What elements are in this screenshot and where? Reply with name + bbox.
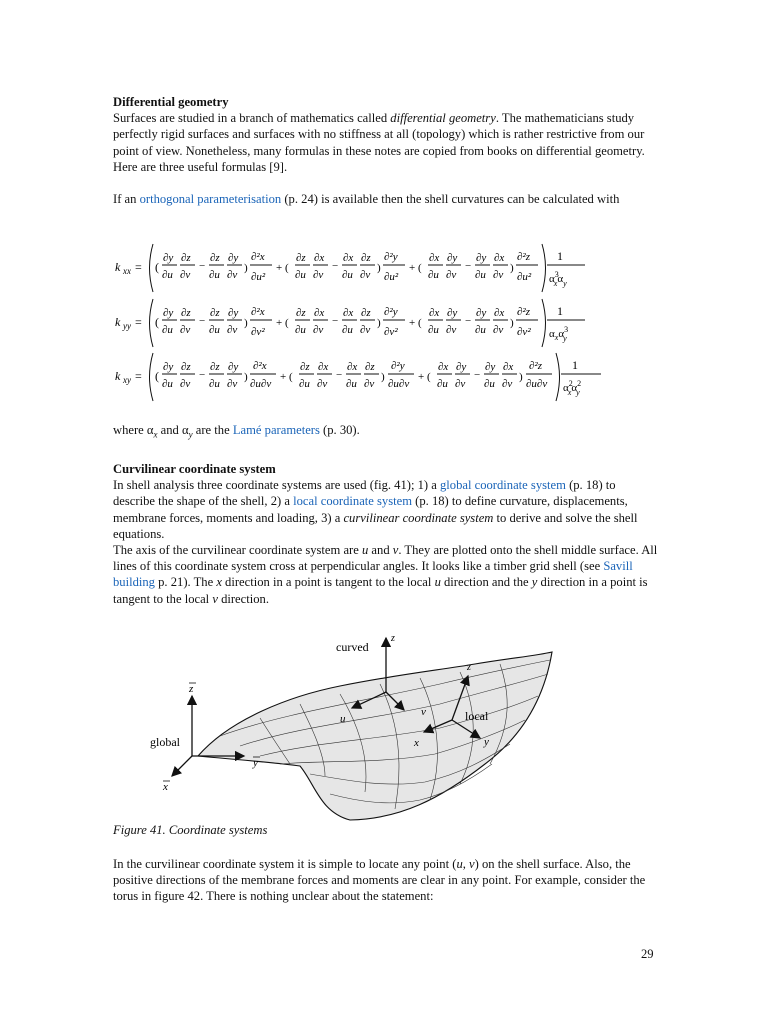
paragraph-differential-geometry	[113, 110, 658, 175]
svg-text:∂x: ∂x	[494, 307, 505, 319]
svg-text:(: (	[155, 315, 159, 329]
label-curved: curved	[336, 640, 369, 654]
svg-text:+ (: + (	[276, 317, 289, 329]
paragraph-coordinate-systems	[113, 477, 658, 542]
svg-text:∂v: ∂v	[313, 324, 324, 336]
svg-text:∂x: ∂x	[343, 307, 354, 319]
svg-text:): )	[377, 262, 381, 274]
svg-text:∂²y: ∂²y	[391, 360, 405, 372]
text-run: (p. 30).	[319, 423, 360, 437]
alpha-x-subscript: x	[153, 429, 158, 440]
svg-text:+ (: + (	[409, 317, 422, 329]
svg-text:∂u∂v: ∂u∂v	[388, 378, 410, 390]
svg-text:∂z: ∂z	[210, 307, 220, 319]
svg-text:∂v: ∂v	[227, 324, 238, 336]
svg-text:∂u: ∂u	[209, 378, 220, 390]
paragraph-locate-point	[113, 856, 658, 905]
equation-kyy	[113, 293, 673, 349]
svg-text:∂x: ∂x	[314, 252, 325, 264]
text-run: (p. 24) is available then the shell curvatures can be calculated with	[281, 192, 620, 207]
text-run: direction and the	[440, 575, 532, 590]
label-u: u	[340, 713, 346, 725]
svg-text:∂x: ∂x	[494, 252, 505, 264]
link-lame-parameters[interactable]: Lamé parameters	[232, 423, 320, 437]
svg-text:∂u: ∂u	[428, 324, 439, 336]
svg-text:): )	[244, 317, 248, 329]
svg-text:(: (	[155, 369, 159, 383]
svg-text:∂u: ∂u	[295, 269, 306, 281]
text-run: and α	[157, 423, 189, 437]
svg-text:∂u: ∂u	[295, 324, 306, 336]
var-v: v	[392, 543, 399, 558]
svg-text:∂x: ∂x	[347, 361, 358, 373]
var-u: u	[361, 543, 369, 558]
text-run: direction in a point is tangent to the local	[221, 575, 435, 590]
svg-text:∂u: ∂u	[342, 269, 353, 281]
svg-text:−: −	[199, 369, 206, 381]
svg-text:∂z: ∂z	[296, 252, 306, 264]
text-run: to derive and solve the shell equations.	[113, 510, 638, 541]
equation-kxy	[113, 347, 673, 407]
svg-text:∂v: ∂v	[313, 269, 324, 281]
svg-text:): )	[510, 262, 514, 274]
svg-text:∂x: ∂x	[314, 307, 325, 319]
label-z-local: z	[467, 662, 471, 673]
text-run: ,	[462, 857, 470, 871]
svg-text:∂z: ∂z	[300, 361, 310, 373]
label-z-global: z	[189, 683, 194, 695]
svg-text:∂y: ∂y	[163, 307, 174, 319]
kyy-symbol: k	[115, 315, 121, 329]
svg-text:∂y: ∂y	[163, 252, 174, 264]
lame-sentence	[113, 422, 658, 443]
svg-text:∂²x: ∂²x	[253, 360, 267, 372]
svg-text:): )	[510, 317, 514, 329]
svg-text:∂v: ∂v	[227, 269, 238, 281]
emphasis-differential-geometry: differential geometry	[390, 111, 496, 126]
text-run: The axis of the curvilinear coordinate system are	[113, 543, 362, 558]
svg-text:∂u: ∂u	[342, 324, 353, 336]
svg-text:∂u: ∂u	[475, 269, 486, 281]
svg-text:∂z: ∂z	[361, 307, 371, 319]
svg-text:∂u∂v: ∂u∂v	[526, 378, 548, 390]
svg-text:+ (: + (	[409, 262, 422, 274]
svg-text:∂u²: ∂u²	[517, 271, 532, 283]
svg-text:∂y: ∂y	[228, 307, 239, 319]
figure-caption: Figure 41. Coordinate systems	[113, 823, 268, 837]
svg-text:∂y: ∂y	[163, 361, 174, 373]
svg-text:1: 1	[557, 304, 563, 318]
svg-text:∂x: ∂x	[429, 252, 440, 264]
label-v: v	[421, 706, 426, 718]
emphasis-curvilinear: curvilinear coordinate system	[343, 510, 494, 525]
svg-text:): )	[244, 262, 248, 274]
svg-text:): )	[381, 371, 385, 383]
text-run: are the	[192, 423, 233, 437]
svg-text:∂²z: ∂²z	[517, 306, 531, 318]
svg-text:1: 1	[557, 249, 563, 263]
text-run: Surfaces are studied in a branch of mathematics called	[113, 111, 391, 126]
svg-text:∂y: ∂y	[228, 252, 239, 264]
shell-surface	[198, 652, 552, 820]
svg-text:∂v: ∂v	[364, 378, 375, 390]
svg-text:∂x: ∂x	[318, 361, 329, 373]
svg-text:−: −	[465, 260, 472, 272]
label-global: global	[150, 735, 180, 749]
svg-text:∂²y: ∂²y	[384, 251, 398, 263]
svg-text:∂u: ∂u	[346, 378, 357, 390]
svg-text:∂z: ∂z	[210, 252, 220, 264]
svg-text:∂z: ∂z	[210, 361, 220, 373]
text-run: where α	[113, 423, 154, 437]
text-run: ) on the shell surface. Also, the positive directions of the membrane forces and moments are clear in any point. For example, consider the torus in figure 42. There is nothing unclear about the statement:	[113, 857, 646, 904]
text-run: If an	[113, 192, 140, 207]
svg-text:): )	[377, 317, 381, 329]
kyy-subscript: yy	[123, 321, 131, 331]
svg-text:∂v: ∂v	[493, 269, 504, 281]
svg-text:∂y: ∂y	[447, 252, 458, 264]
svg-text:): )	[244, 371, 248, 383]
svg-text:∂²z: ∂²z	[517, 251, 531, 263]
svg-text:∂u: ∂u	[162, 269, 173, 281]
svg-text:−: −	[332, 260, 339, 272]
paragraph-curvilinear-axes	[113, 542, 658, 607]
kxy-subscript: xy	[123, 375, 131, 385]
svg-text:∂u: ∂u	[475, 324, 486, 336]
svg-text:∂z: ∂z	[181, 252, 191, 264]
svg-text:∂²x: ∂²x	[251, 251, 265, 263]
svg-text:∂u: ∂u	[299, 378, 310, 390]
link-orthogonal-parameterisation[interactable]: orthogonal parameterisation	[139, 192, 282, 207]
svg-text:∂y: ∂y	[447, 307, 458, 319]
svg-text:∂v²: ∂v²	[384, 326, 398, 338]
svg-text:∂x: ∂x	[503, 361, 514, 373]
link-local-coordinate-system[interactable]: local coordinate system	[293, 494, 413, 509]
text-run: . The mathematicians study perfectly rigid surfaces and surfaces with no stiffness at all (topology) which is rather restrictive from our point of view. Nonetheless, many formulas in these notes are copied from books on differential geometry. Here are three useful formulas [9].	[113, 111, 645, 174]
svg-text:∂v: ∂v	[180, 269, 191, 281]
svg-text:+ (: + (	[276, 262, 289, 274]
kxy-symbol: k	[115, 369, 121, 383]
page-number: 29	[641, 947, 654, 961]
svg-text:−: −	[465, 315, 472, 327]
svg-text:∂u∂v: ∂u∂v	[250, 378, 272, 390]
svg-text:+ (: + (	[418, 371, 431, 383]
text-run: p. 21). The	[154, 575, 217, 590]
svg-text:−: −	[199, 260, 206, 272]
label-x-global: x	[163, 781, 168, 793]
svg-text:∂u: ∂u	[209, 269, 220, 281]
svg-text:∂v: ∂v	[227, 378, 238, 390]
text-run: direction.	[217, 591, 269, 606]
label-z-curved: z	[391, 633, 395, 644]
differential-geometry-section	[113, 94, 658, 207]
svg-text:∂z: ∂z	[361, 252, 371, 264]
svg-text:α3xαy: $\alpha^3$ $x\alpha_y$	[549, 270, 567, 288]
svg-text:=: =	[135, 369, 142, 383]
svg-text:∂u: ∂u	[209, 324, 220, 336]
var-u: u	[456, 857, 463, 871]
alpha-y-subscript: y	[188, 429, 193, 440]
svg-text:∂y: ∂y	[476, 252, 487, 264]
kxx-symbol: k	[115, 260, 121, 274]
link-savill-building[interactable]: Savill building	[113, 559, 633, 590]
svg-text:∂y: ∂y	[485, 361, 496, 373]
svg-text:∂z: ∂z	[365, 361, 375, 373]
section-heading-curvilinear: Curvilinear coordinate system	[113, 462, 276, 476]
svg-text:∂x: ∂x	[429, 307, 440, 319]
label-local: local	[465, 709, 489, 723]
svg-text:∂²y: ∂²y	[384, 306, 398, 318]
text-run: (p. 18) to describe the shape of the shell, 2) a	[113, 478, 616, 509]
svg-text:∂v: ∂v	[455, 378, 466, 390]
svg-text:∂²x: ∂²x	[251, 306, 265, 318]
svg-text:∂y: ∂y	[228, 361, 239, 373]
link-global-coordinate-system[interactable]: global coordinate system	[440, 478, 566, 493]
svg-text:∂z: ∂z	[296, 307, 306, 319]
var-x: x	[216, 575, 222, 590]
svg-text:∂v: ∂v	[180, 378, 191, 390]
svg-text:∂v: ∂v	[446, 324, 457, 336]
svg-text:(: (	[155, 260, 159, 274]
svg-text:∂u²: ∂u²	[251, 271, 266, 283]
svg-text:∂v²: ∂v²	[251, 326, 265, 338]
svg-text:∂u: ∂u	[484, 378, 495, 390]
svg-text:∂z: ∂z	[181, 307, 191, 319]
svg-text:∂v: ∂v	[317, 378, 328, 390]
svg-text:−: −	[199, 315, 206, 327]
label-x-local: x	[414, 737, 419, 749]
svg-text:=: =	[135, 260, 142, 274]
svg-text:−: −	[332, 315, 339, 327]
text-run: In shell analysis three coordinate systems are used (fig. 41); 1) a	[113, 478, 440, 493]
svg-text:∂u: ∂u	[428, 269, 439, 281]
kxx-subscript: xx	[123, 266, 131, 276]
text-run: . They are plotted onto the shell middle surface. All lines of this coordinate system cross at perpendicular angles. It looks like a timber grid shell (see	[113, 543, 658, 574]
var-v: v	[212, 591, 218, 606]
svg-text:∂u²: ∂u²	[384, 271, 399, 283]
section-heading-differential-geometry: Differential geometry	[113, 95, 229, 109]
svg-text:αxα3y: $\alpha_x\alpha^3$ y	[549, 325, 569, 343]
svg-text:∂v: ∂v	[180, 324, 191, 336]
svg-text:∂y: ∂y	[456, 361, 467, 373]
svg-text:−: −	[336, 369, 343, 381]
figure-coordinate-systems	[140, 624, 570, 829]
svg-text:∂v: ∂v	[493, 324, 504, 336]
svg-text:∂x: ∂x	[438, 361, 449, 373]
svg-text:1: 1	[572, 358, 578, 372]
text-run: In the curvilinear coordinate system it is simple to locate any point (	[113, 857, 457, 871]
label-y-global: y	[253, 757, 258, 769]
svg-text:∂u: ∂u	[437, 378, 448, 390]
svg-text:∂u: ∂u	[162, 324, 173, 336]
equation-kxx	[113, 238, 673, 294]
paragraph-orthogonal	[113, 191, 658, 207]
svg-text:∂²z: ∂²z	[529, 360, 543, 372]
svg-text:∂y: ∂y	[476, 307, 487, 319]
svg-text:∂v²: ∂v²	[517, 326, 531, 338]
text-run: direction in a point is tangent to the local	[113, 575, 648, 606]
text-run: (p. 18) to define curvature, displacements, membrane forces, moments and loading, 3) a	[113, 494, 628, 525]
svg-text:∂v: ∂v	[446, 269, 457, 281]
svg-text:): )	[519, 371, 523, 383]
text-run: and	[368, 543, 393, 558]
svg-text:∂v: ∂v	[360, 324, 371, 336]
svg-text:∂v: ∂v	[502, 378, 513, 390]
curvilinear-section	[113, 461, 658, 607]
var-v: v	[469, 857, 475, 871]
svg-text:−: −	[474, 369, 481, 381]
svg-text:∂v: ∂v	[360, 269, 371, 281]
svg-text:∂u: ∂u	[162, 378, 173, 390]
svg-text:+ (: + (	[280, 371, 293, 383]
svg-text:α2xα2y: $\alpha^2$ $x\alpha^2$ y	[563, 379, 582, 397]
svg-text:∂x: ∂x	[343, 252, 354, 264]
label-y-local: y	[484, 736, 489, 748]
svg-text:=: =	[135, 315, 142, 329]
var-u: u	[434, 575, 441, 590]
svg-text:∂z: ∂z	[181, 361, 191, 373]
var-y: y	[531, 575, 538, 590]
